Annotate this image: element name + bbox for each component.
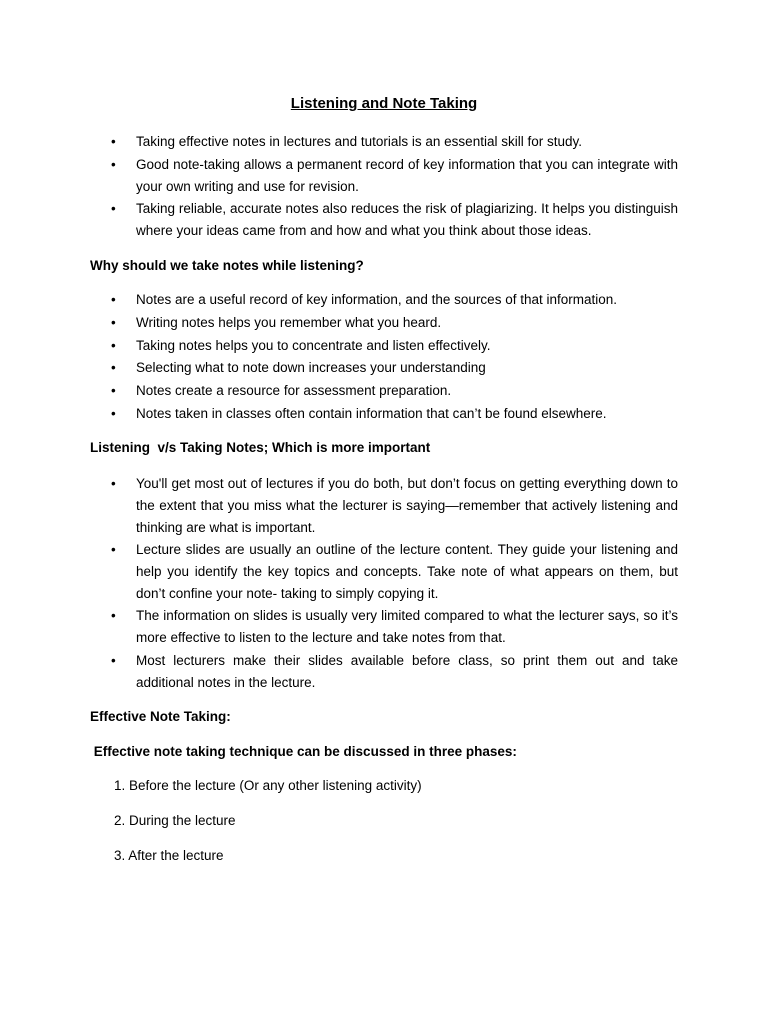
listening-bullet-4: Most lecturers make their slides available before class, so print them out and take additional notes in the lecture. [136, 653, 678, 690]
bullet-marker: • [111, 292, 116, 307]
phase-item-3: 3. After the lecture [114, 848, 224, 863]
why-bullet-2: Writing notes helps you remember what you heard. [136, 315, 442, 330]
document-title [0, 93, 768, 115]
intro-bullet-2: Good note-taking allows a permanent record of key information that you can integrate with your own writing and use for revision. [136, 157, 678, 194]
bullet-marker: • [111, 201, 116, 216]
phase-item-2: 2. During the lecture [114, 813, 236, 828]
intro-bullet-1: Taking effective notes in lectures and tutorials is an essential skill for study. [136, 134, 582, 149]
bullet-marker: • [111, 476, 116, 491]
bullet-marker: • [111, 383, 116, 398]
effective-note-taking-heading: Effective Note Taking: [90, 709, 231, 724]
bullet-marker: • [111, 157, 116, 172]
bullet-marker: • [111, 338, 116, 353]
intro-bullet-3: Taking reliable, accurate notes also reduces the risk of plagiarizing. It helps you distinguish where your ideas came from and how and what you think about those ideas. [136, 201, 678, 238]
why-bullet-3: Taking notes helps you to concentrate and listen effectively. [136, 338, 491, 353]
bullet-marker: • [111, 406, 116, 421]
bullet-marker: • [111, 134, 116, 149]
document-title-text: Listening and Note Taking [290, 95, 478, 112]
bullet-marker: • [111, 653, 116, 668]
listening-bullet-1: You'll get most out of lectures if you do both, but don’t focus on getting everything down to the extent that you miss what the lecturer is saying—remember that actively listening and thinking are what is important. [136, 476, 678, 535]
bullet-marker: • [111, 315, 116, 330]
phase-item-1: 1. Before the lecture (Or any other listening activity) [114, 778, 422, 793]
why-notes-heading: Why should we take notes while listening? [90, 258, 364, 273]
why-bullet-1: Notes are a useful record of key information, and the sources of that information. [136, 292, 618, 307]
bullet-marker: • [111, 608, 116, 623]
bullet-marker: • [111, 542, 116, 557]
listening-vs-notes-heading: Listening v/s Taking Notes; Which is more important [90, 440, 431, 455]
why-bullet-6: Notes taken in classes often contain information that can’t be found elsewhere. [136, 406, 607, 421]
listening-bullet-2: Lecture slides are usually an outline of the lecture content. They guide your listening and help you identify the key topics and concepts. Take note of what appears on them, but don’t confine your note- taking to simply copying it. [136, 542, 678, 601]
why-bullet-5: Notes create a resource for assessment preparation. [136, 383, 452, 398]
listening-bullet-3: The information on slides is usually very limited compared to what the lecturer says, so it’s more effective to listen to the lecture and take notes from that. [136, 608, 678, 645]
why-bullet-4: Selecting what to note down increases your understanding [136, 360, 486, 375]
three-phases-subheading: Effective note taking technique can be discussed in three phases: [90, 744, 517, 759]
bullet-marker: • [111, 360, 116, 375]
